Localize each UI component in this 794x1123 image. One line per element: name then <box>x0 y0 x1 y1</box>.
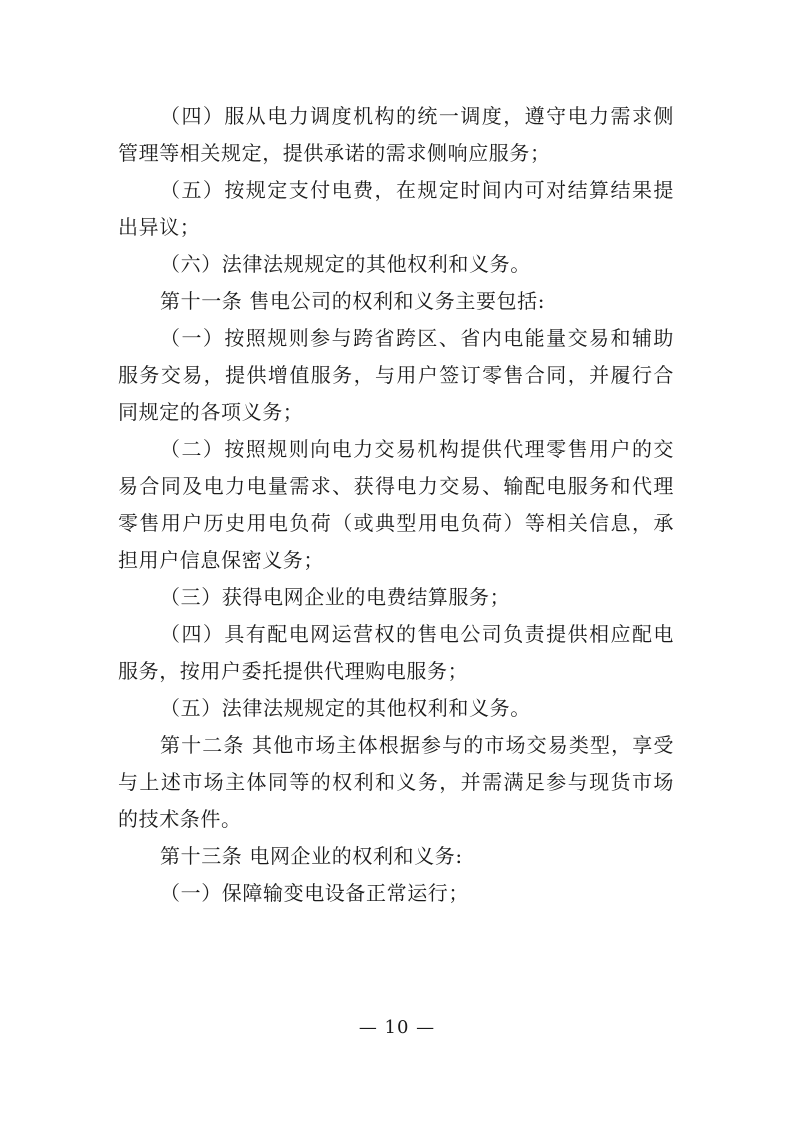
article-11-heading: 第十一条 售电公司的权利和义务主要包括: <box>160 289 546 313</box>
paragraph-article-11-item-3: （三）获得电网企业的电费结算服务； <box>160 585 511 609</box>
paragraph-duty-6: （六）法律法规规定的其他权利和义务。 <box>160 252 531 276</box>
article-13-heading: 第十三条 电网企业的权利和义务: <box>160 844 463 868</box>
page-number: — 10 — <box>358 1017 436 1038</box>
paragraph-article-11-item-4: （四）具有配电网运营权的售电公司负责提供相应配电服务，按用户委托提供代理购电服务； <box>118 622 674 683</box>
paragraph-article-13-item-1: （一）保障输变电设备正常运行； <box>160 881 469 905</box>
paragraph-article-11-item-5: （五）法律法规规定的其他权利和义务。 <box>160 696 531 720</box>
paragraph-duty-4: （四）服从电力调度机构的统一调度，遵守电力需求侧管理等相关规定，提供承诺的需求侧响应服务； <box>118 104 674 165</box>
paragraph-article-11-item-2: （二）按照规则向电力交易机构提供代理零售用户的交易合同及电力电量需求、获得电力交易、输配电服务和代理零售用户历史用电负荷（或典型用电负荷）等相关信息，承担用户信息保密义务； <box>118 437 674 572</box>
paragraph-duty-5: （五）按规定支付电费，在规定时间内可对结算结果提出异议； <box>118 178 674 239</box>
paragraph-article-11-item-1: （一）按照规则参与跨省跨区、省内电能量交易和辅助服务交易，提供增值服务，与用户签订零售合同，并履行合同规定的各项义务； <box>118 326 674 424</box>
article-12-paragraph: 第十二条 其他市场主体根据参与的市场交易类型，享受与上述市场主体同等的权利和义务，并需满足参与现货市场的技术条件。 <box>118 733 674 831</box>
document-body <box>118 98 674 912</box>
